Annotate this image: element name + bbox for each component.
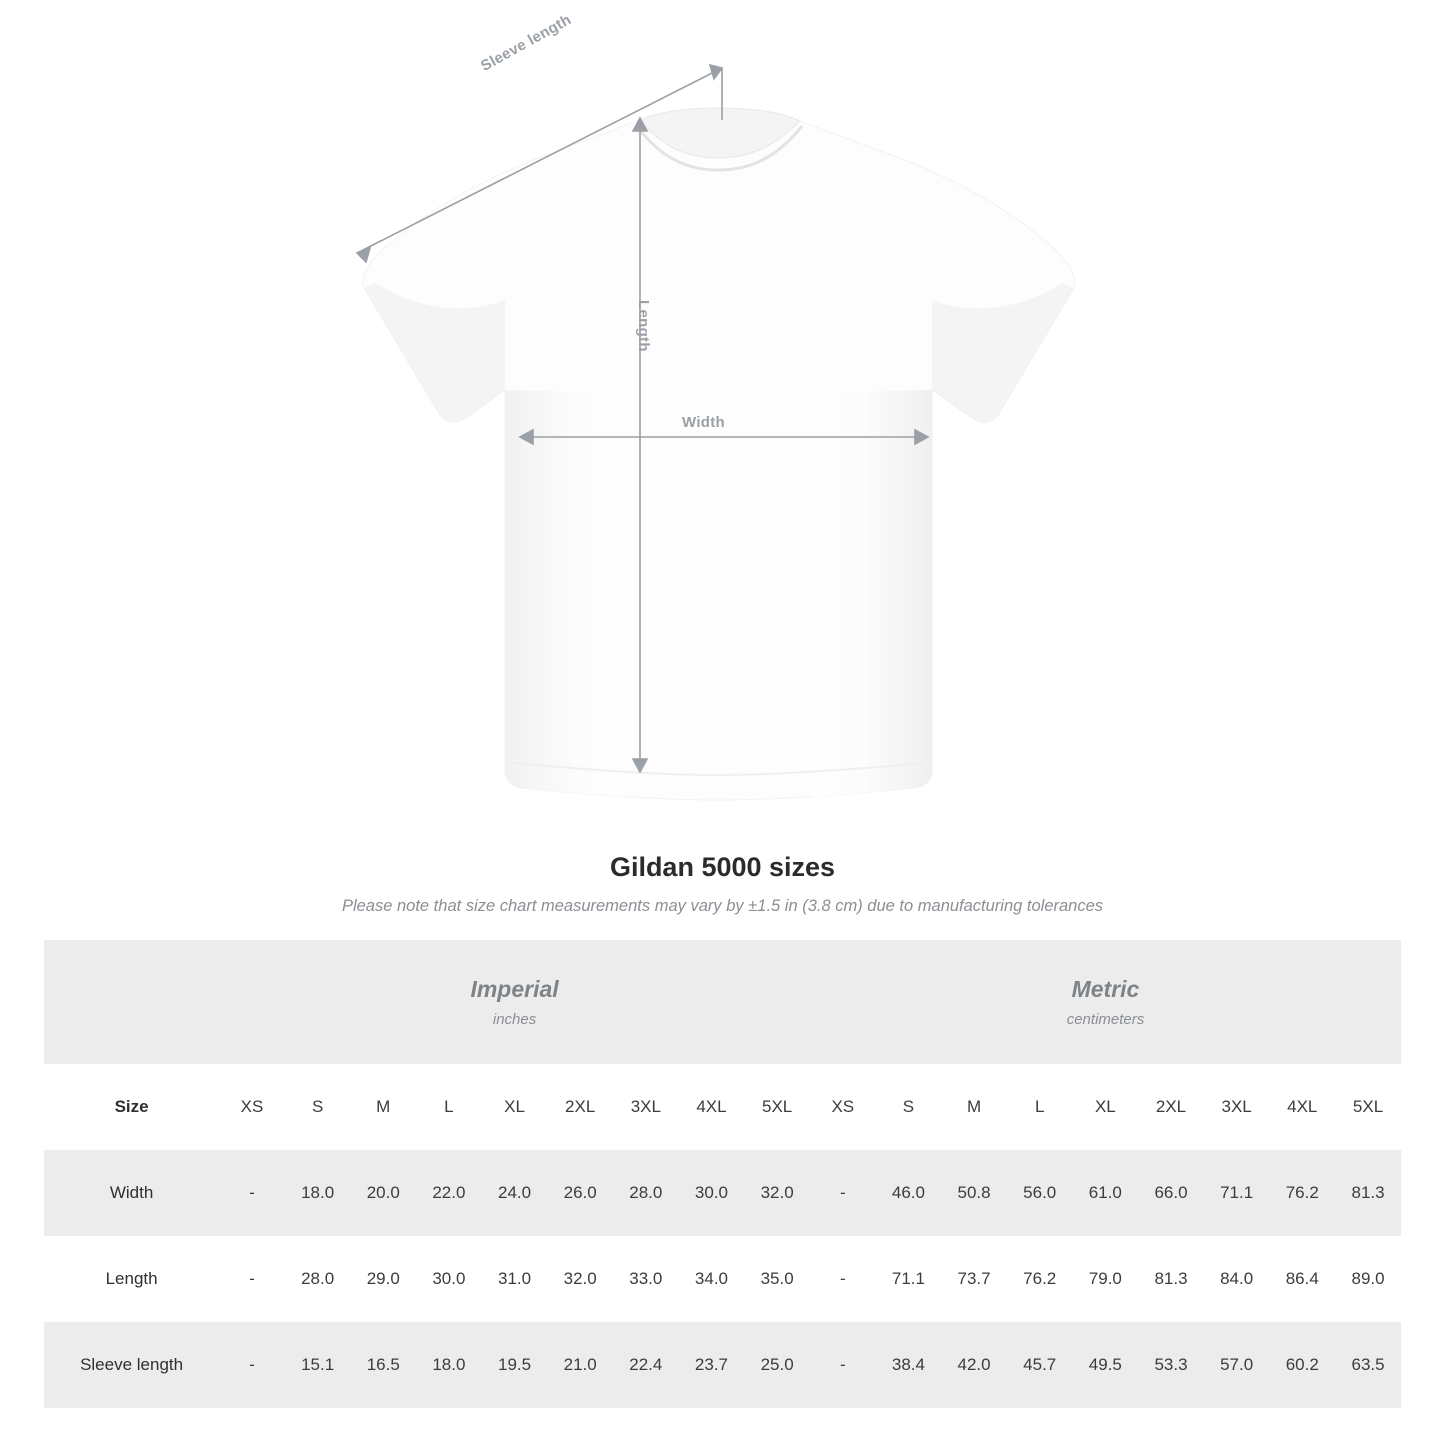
- cell-width-imperial-4xl: 30.0: [679, 1150, 745, 1236]
- cell-width-metric-2xl: 66.0: [1138, 1150, 1204, 1236]
- cell-width-metric-l: 56.0: [1007, 1150, 1073, 1236]
- unit-header-row: [44, 940, 1401, 1064]
- cell-width-imperial-l: 22.0: [416, 1150, 482, 1236]
- cell-width-imperial-s: 18.0: [285, 1150, 351, 1236]
- cell-sleeve-metric-5xl: 63.5: [1335, 1322, 1401, 1408]
- size-header-cell-metric-3xl: 3XL: [1204, 1064, 1270, 1150]
- size-header-cell-metric-xs: XS: [810, 1064, 876, 1150]
- size-header-cell-imperial-2xl: 2XL: [547, 1064, 613, 1150]
- cell-width-imperial-3xl: 28.0: [613, 1150, 679, 1236]
- size-header-cell-imperial-m: M: [350, 1064, 416, 1150]
- size-header-cell-metric-s: S: [876, 1064, 942, 1150]
- size-header-cell-imperial-4xl: 4XL: [679, 1064, 745, 1150]
- size-header-cell-metric-xl: XL: [1073, 1064, 1139, 1150]
- imperial-unit: inches: [492, 1011, 537, 1028]
- cell-length-imperial-2xl: 32.0: [547, 1236, 613, 1322]
- size-header-cell-imperial-l: L: [416, 1064, 482, 1150]
- cell-length-imperial-3xl: 33.0: [613, 1236, 679, 1322]
- size-header-cell-imperial-5xl: 5XL: [744, 1064, 810, 1150]
- cell-width-imperial-m: 20.0: [350, 1150, 416, 1236]
- cell-length-imperial-4xl: 34.0: [679, 1236, 745, 1322]
- page-title: Gildan 5000 sizes: [609, 852, 836, 882]
- cell-width-imperial-xl: 24.0: [482, 1150, 548, 1236]
- cell-sleeve-imperial-xl: 19.5: [482, 1322, 548, 1408]
- cell-length-metric-3xl: 84.0: [1204, 1236, 1270, 1322]
- imperial-label: Imperial: [470, 976, 559, 1002]
- cell-sleeve-imperial-m: 16.5: [350, 1322, 416, 1408]
- cell-sleeve-imperial-5xl: 25.0: [744, 1322, 810, 1408]
- cell-sleeve-imperial-l: 18.0: [416, 1322, 482, 1408]
- cell-sleeve-metric-s: 38.4: [876, 1322, 942, 1408]
- cell-width-metric-3xl: 71.1: [1204, 1150, 1270, 1236]
- metric-group-header: [810, 940, 1401, 1064]
- tolerance-note: Please note that size chart measurements may vary by ±1.5 in (3.8 cm) due to manufacturing tolerances: [341, 897, 1104, 915]
- table-row: [44, 1150, 1401, 1236]
- cell-width-metric-xs: -: [810, 1150, 876, 1236]
- size-header-cell-metric-5xl: 5XL: [1335, 1064, 1401, 1150]
- unit-header-spacer: [44, 940, 219, 1064]
- sleeve-length-label: Sleeve length: [478, 11, 575, 75]
- imperial-group-header: [219, 940, 810, 1064]
- cell-length-metric-l: 76.2: [1007, 1236, 1073, 1322]
- cell-sleeve-metric-m: 42.0: [941, 1322, 1007, 1408]
- cell-sleeve-metric-3xl: 57.0: [1204, 1322, 1270, 1408]
- table-row: [44, 1236, 1401, 1322]
- title-block: [0, 852, 1445, 916]
- size-header-cell-metric-2xl: 2XL: [1138, 1064, 1204, 1150]
- cell-length-imperial-l: 30.0: [416, 1236, 482, 1322]
- cell-length-metric-m: 73.7: [941, 1236, 1007, 1322]
- size-header-cell-imperial-3xl: 3XL: [613, 1064, 679, 1150]
- cell-length-imperial-xl: 31.0: [482, 1236, 548, 1322]
- size-header-cell-imperial-xs: XS: [219, 1064, 285, 1150]
- table-row: [44, 1322, 1401, 1408]
- cell-length-metric-xs: -: [810, 1236, 876, 1322]
- cell-sleeve-metric-l: 45.7: [1007, 1322, 1073, 1408]
- size-header-label: Size: [44, 1064, 219, 1150]
- size-header-row: [44, 1064, 1401, 1150]
- length-label: Length: [635, 300, 652, 352]
- cell-width-imperial-xs: -: [219, 1150, 285, 1236]
- metric-label: Metric: [1071, 976, 1140, 1002]
- cell-length-imperial-m: 29.0: [350, 1236, 416, 1322]
- cell-sleeve-metric-4xl: 60.2: [1269, 1322, 1335, 1408]
- size-header-cell-metric-l: L: [1007, 1064, 1073, 1150]
- cell-length-metric-s: 71.1: [876, 1236, 942, 1322]
- cell-width-metric-5xl: 81.3: [1335, 1150, 1401, 1236]
- cell-sleeve-metric-xl: 49.5: [1073, 1322, 1139, 1408]
- size-header-cell-imperial-xl: XL: [482, 1064, 548, 1150]
- size-chart-table: [44, 940, 1401, 1408]
- cell-length-metric-xl: 79.0: [1073, 1236, 1139, 1322]
- cell-sleeve-metric-2xl: 53.3: [1138, 1322, 1204, 1408]
- cell-length-metric-5xl: 89.0: [1335, 1236, 1401, 1322]
- cell-length-imperial-s: 28.0: [285, 1236, 351, 1322]
- cell-width-imperial-2xl: 26.0: [547, 1150, 613, 1236]
- cell-sleeve-imperial-2xl: 21.0: [547, 1322, 613, 1408]
- size-header-cell-metric-4xl: 4XL: [1269, 1064, 1335, 1150]
- cell-sleeve-imperial-s: 15.1: [285, 1322, 351, 1408]
- cell-length-imperial-xs: -: [219, 1236, 285, 1322]
- row-label-length: Length: [44, 1236, 219, 1322]
- cell-width-metric-4xl: 76.2: [1269, 1150, 1335, 1236]
- width-label: Width: [682, 414, 726, 431]
- cell-width-metric-xl: 61.0: [1073, 1150, 1139, 1236]
- cell-sleeve-imperial-3xl: 22.4: [613, 1322, 679, 1408]
- row-label-width: Width: [44, 1150, 219, 1236]
- row-label-sleeve-length: Sleeve length: [44, 1322, 219, 1408]
- cell-length-metric-4xl: 86.4: [1269, 1236, 1335, 1322]
- metric-unit: centimeters: [1066, 1011, 1145, 1028]
- cell-sleeve-imperial-4xl: 23.7: [679, 1322, 745, 1408]
- cell-width-metric-s: 46.0: [876, 1150, 942, 1236]
- cell-length-imperial-5xl: 35.0: [744, 1236, 810, 1322]
- size-header-cell-imperial-s: S: [285, 1064, 351, 1150]
- cell-sleeve-imperial-xs: -: [219, 1322, 285, 1408]
- cell-width-metric-m: 50.8: [941, 1150, 1007, 1236]
- cell-width-imperial-5xl: 32.0: [744, 1150, 810, 1236]
- cell-sleeve-metric-xs: -: [810, 1322, 876, 1408]
- size-header-cell-metric-m: M: [941, 1064, 1007, 1150]
- cell-length-metric-2xl: 81.3: [1138, 1236, 1204, 1322]
- size-chart-table-wrapper: [44, 940, 1401, 1408]
